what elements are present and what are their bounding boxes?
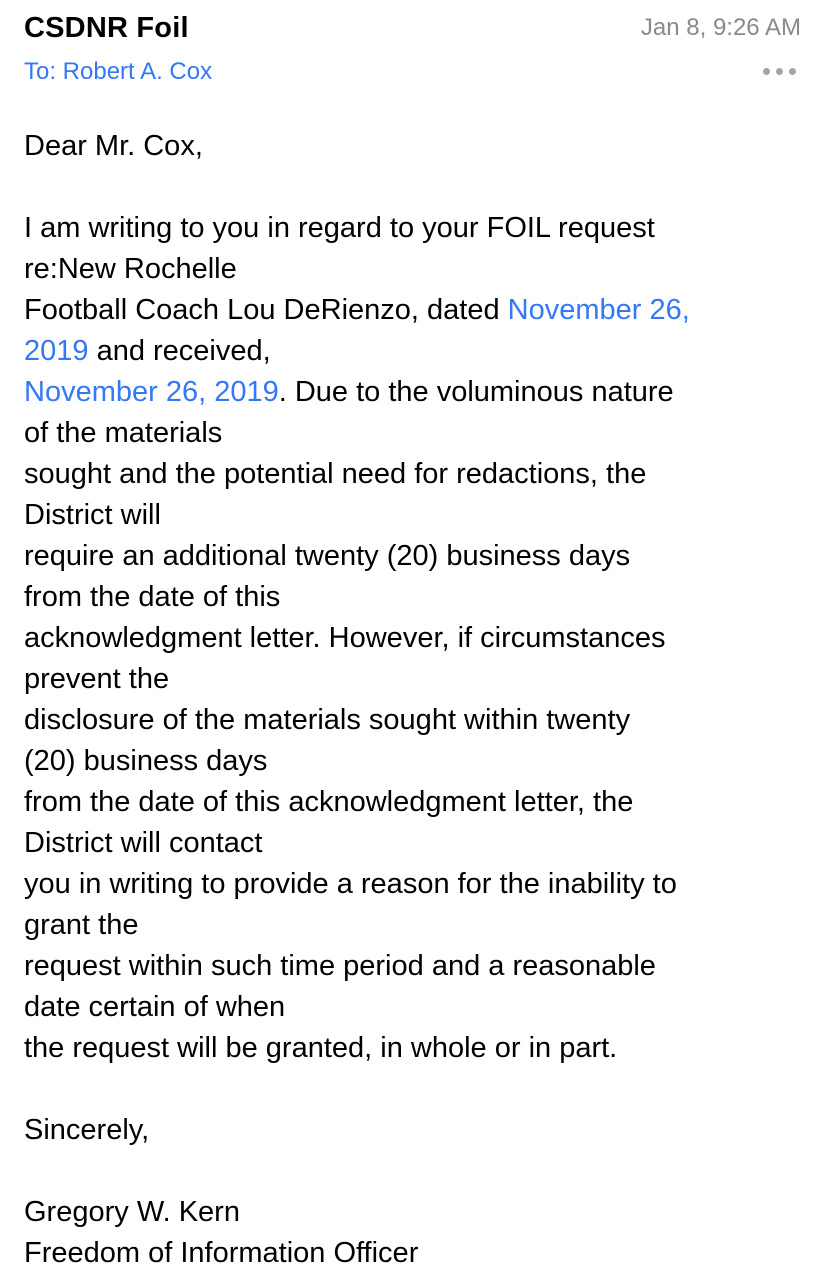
body-line: date certain of when — [24, 991, 286, 1023]
body-line: require an additional twenty (20) business days — [24, 540, 631, 572]
body-line — [24, 372, 814, 413]
greeting: Dear Mr. Cox, — [24, 130, 203, 162]
body-text-segment: and received, — [88, 335, 271, 367]
body-line — [24, 290, 814, 331]
sender-name: CSDNR Foil — [24, 12, 189, 44]
dot-icon — [789, 68, 796, 75]
date-link[interactable]: November 26, — [507, 294, 690, 326]
body-line: re:New Rochelle — [24, 253, 237, 285]
date-link[interactable]: November 26, 2019 — [24, 376, 279, 408]
body-line: prevent the — [24, 663, 170, 695]
blank-line — [24, 1151, 814, 1192]
body-line: sought and the potential need for redactions, the — [24, 458, 647, 490]
body-line: from the date of this — [24, 581, 281, 613]
body-line: grant the — [24, 909, 139, 941]
email-header — [0, 0, 828, 100]
recipient-link[interactable]: To: Robert A. Cox — [24, 58, 213, 85]
blank-line — [24, 1069, 814, 1110]
body-line: I am writing to you in regard to your FOIL request — [24, 212, 655, 244]
email-date: Jan 8, 9:26 AM — [640, 14, 801, 41]
body-line: of the materials — [24, 417, 223, 449]
ellipsis-icon[interactable] — [763, 68, 796, 75]
body-line — [24, 331, 814, 372]
body-line: request within such time period and a reasonable — [24, 950, 656, 982]
signature-title: Freedom of Information Officer — [24, 1237, 419, 1269]
body-line: District will contact — [24, 827, 263, 859]
body-text-segment: . Due to the voluminous nature — [278, 376, 674, 408]
body-line: (20) business days — [24, 745, 268, 777]
body-line: from the date of this acknowledgment letter, the — [24, 786, 634, 818]
body-line: the request will be granted, in whole or in part. — [24, 1032, 618, 1064]
body-line: you in writing to provide a reason for the inability to — [24, 868, 677, 900]
body-line: District will — [24, 499, 161, 531]
signature-name: Gregory W. Kern — [24, 1196, 240, 1228]
body-text-segment: Football Coach Lou DeRienzo, dated — [24, 294, 508, 326]
date-link[interactable]: 2019 — [24, 335, 89, 367]
dot-icon — [763, 68, 770, 75]
body-line: acknowledgment letter. However, if circumstances — [24, 622, 666, 654]
dot-icon — [776, 68, 783, 75]
email-body — [24, 126, 814, 1274]
closing: Sincerely, — [24, 1114, 150, 1146]
body-line: disclosure of the materials sought within twenty — [24, 704, 631, 736]
blank-line — [24, 167, 814, 208]
